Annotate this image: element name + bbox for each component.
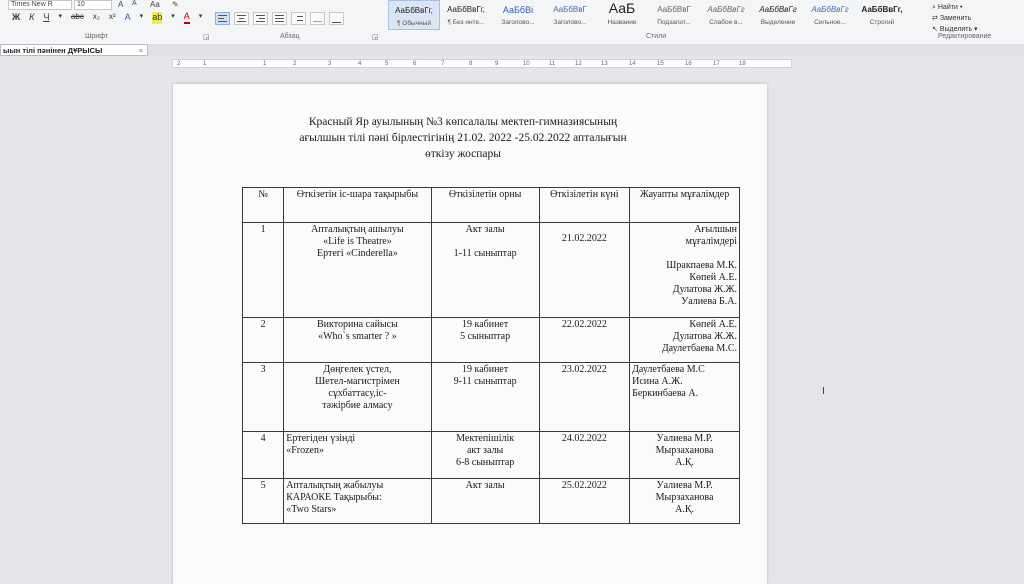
align-center-icon[interactable] — [234, 12, 249, 25]
format-buttons — [12, 12, 202, 24]
style-sample: АаБбВвГг — [759, 5, 797, 14]
title-line: Красный Яр ауылының №3 көпсалалы мектеп-гимназиясының — [308, 116, 618, 128]
ruler-mark: 18 — [739, 61, 746, 67]
document-tab-bar — [0, 44, 1024, 56]
font-size-select[interactable]: 10 — [74, 0, 112, 10]
ruler-mark: 6 — [413, 61, 417, 67]
text-effects-icon[interactable]: A — [124, 12, 131, 22]
cell-place: 19 кабинет 9-11 сыныптар — [431, 363, 539, 432]
style-no-spacing[interactable] — [440, 0, 492, 30]
cell-number: 1 — [243, 223, 284, 318]
clear-format-icon[interactable]: ✎ — [172, 0, 179, 9]
superscript-icon[interactable]: x² — [108, 12, 116, 21]
style-heading-2[interactable] — [544, 0, 596, 30]
ruler-mark: 2 — [177, 61, 181, 67]
style-name: Сильное... — [814, 19, 846, 26]
style-subtitle[interactable] — [648, 0, 700, 30]
ruler-mark: 10 — [523, 61, 530, 67]
document-title — [180, 114, 746, 162]
align-right-icon[interactable] — [253, 12, 268, 25]
cell-event: Апталықтың ашылуы «Life is Theatre» Ертегі «Cinderella» — [284, 223, 431, 318]
find-label: Найти — [937, 4, 958, 11]
change-case-icon[interactable]: Aa — [150, 0, 160, 9]
style-strong[interactable] — [856, 0, 908, 30]
dialog-launcher-icon[interactable]: ◲ — [372, 34, 379, 41]
style-name: Выделение — [760, 19, 796, 26]
cell-place: Акт залы — [431, 479, 539, 524]
dropdown-icon[interactable]: ▾ — [139, 13, 144, 20]
cell-event: Викторина сайысы «Who`s smarter ? » — [284, 318, 431, 363]
styles-gallery — [388, 0, 918, 30]
document-tab-label: ыын тілі пәнінен ДҰРЫСЫ — [3, 46, 103, 55]
ruler-mark: 15 — [657, 61, 664, 67]
style-normal[interactable] — [388, 0, 440, 30]
schedule-table — [242, 187, 740, 524]
table-header-row — [243, 188, 740, 223]
ruler-mark: 4 — [358, 61, 362, 67]
ruler-mark: 17 — [713, 61, 720, 67]
editing-group-label: Редактирование — [938, 33, 992, 40]
cell-date: 24.02.2022 — [539, 432, 630, 479]
cell-teachers: Уалиева М.Р. Мырзаханова А.Қ. — [630, 432, 740, 479]
cell-date: 23.02.2022 — [539, 363, 630, 432]
ruler-mark: 5 — [385, 61, 389, 67]
subscript-icon[interactable]: x₂ — [92, 12, 100, 21]
ruler-mark: 7 — [441, 61, 445, 67]
grow-font-icon[interactable]: A — [118, 0, 124, 9]
cell-teachers: Уалиева М.Р. Мырзаханова А.Қ. — [630, 479, 740, 524]
font-color-icon[interactable]: A — [184, 12, 190, 24]
cell-place: Акт залы 1-11 сыныптар — [431, 223, 539, 318]
style-name: Слабое в... — [709, 19, 743, 26]
cell-number: 5 — [243, 479, 284, 524]
find-button[interactable]: ⌕ Найти ▾ — [932, 4, 963, 11]
ruler-mark: 14 — [629, 61, 636, 67]
table-row — [243, 363, 740, 432]
cell-place: 19 кабинет 5 сыныптар — [431, 318, 539, 363]
cursor-icon: ↖ — [932, 26, 940, 33]
title-line: ағылшын тілі пәні бірлестігінің 21.02. 2022 -25.02.2022 апталығын — [299, 132, 627, 144]
cell-teachers: Даулетбаева М.С Исина А.Ж. Беркинбаева А. — [630, 363, 740, 432]
font-name-select[interactable]: Times New R — [8, 0, 72, 10]
paragraph-group-label: Абзац — [280, 33, 300, 40]
horizontal-ruler[interactable] — [172, 59, 792, 68]
header-teachers: Жауапты мұғалімдер — [630, 188, 740, 223]
ruler-mark: 12 — [575, 61, 582, 67]
style-name: Название — [607, 19, 637, 26]
justify-icon[interactable] — [272, 12, 287, 25]
underline-icon[interactable]: Ч — [43, 12, 50, 22]
cell-teachers: Ағылшын мұғалімдері Шракпаева М.К. Көпей А.Е. Дулатова Ж.Ж. Уалиева Б.А. — [630, 223, 740, 318]
select-label: Выделить — [939, 26, 973, 33]
ruler-mark: 2 — [293, 61, 297, 67]
bold-icon[interactable]: Ж — [12, 12, 21, 22]
cell-event: Дөңгелек үстел, Шетел-магистрімен сұхбаттасу,іс- тәжірбие алмасу — [284, 363, 431, 432]
shrink-font-icon[interactable]: A — [132, 0, 137, 7]
borders-icon[interactable] — [329, 12, 344, 25]
style-sample: АаБбВвГг — [811, 5, 849, 14]
line-spacing-icon[interactable] — [291, 12, 306, 25]
header-place: Өткізілетін орны — [431, 188, 539, 223]
editing-group — [932, 2, 1022, 35]
style-sample: АаБбВвГг, — [395, 6, 433, 15]
cell-teachers: Көпей А.Е. Дулатова Ж.Ж. Даулетбаева М.С. — [630, 318, 740, 363]
style-name: Подзагол... — [657, 19, 691, 26]
header-event: Өткізетін іс-шара тақырыбы — [284, 188, 431, 223]
dialog-launcher-icon[interactable]: ◲ — [203, 34, 210, 41]
italic-icon[interactable]: К — [29, 12, 35, 22]
ribbon — [0, 0, 1024, 45]
font-group-label: Шрифт — [85, 33, 109, 40]
style-sample: АаБ — [608, 0, 636, 16]
header-date: Өткізілетін күні — [539, 188, 630, 223]
ruler-mark: 11 — [549, 61, 556, 67]
ruler-mark: 13 — [601, 61, 608, 67]
dropdown-icon[interactable]: ▾ — [198, 13, 203, 20]
select-button[interactable]: ↖ Выделить ▾ — [932, 26, 978, 33]
ruler-mark: 1 — [203, 61, 207, 67]
cell-number: 2 — [243, 318, 284, 363]
style-sample: АаБбВвГ — [553, 5, 587, 14]
cell-event: Ертегіден үзінді «Frozen» — [284, 432, 431, 479]
replace-label: Заменить — [939, 15, 972, 22]
style-name: Заголово... — [501, 19, 535, 26]
table-row — [243, 432, 740, 479]
cell-number: 3 — [243, 363, 284, 432]
ruler-mark: 16 — [685, 61, 692, 67]
ruler-mark: 8 — [469, 61, 473, 67]
replace-button[interactable] — [932, 13, 1022, 24]
replace-icon: ⇄ — [932, 15, 940, 22]
ruler-mark: 3 — [328, 61, 332, 67]
style-sample: АаБбВвГг — [707, 5, 745, 14]
title-line: өткізу жоспары — [424, 148, 502, 160]
table-row — [243, 479, 740, 524]
style-sample: АаБбВі — [502, 5, 534, 15]
text-cursor-icon: I — [822, 386, 825, 397]
style-sample: АаБбВвГг, — [447, 5, 485, 14]
style-sample: АаБбВвГг, — [861, 5, 903, 14]
document-tab[interactable] — [0, 44, 148, 56]
cell-place: Мектепішілік акт залы 6-8 сыныптар — [431, 432, 539, 479]
binoculars-icon: ⌕ — [932, 4, 938, 11]
table-row — [243, 318, 740, 363]
style-name: ¶ Обычный — [396, 20, 432, 27]
style-title[interactable] — [596, 0, 648, 30]
cell-date: 22.02.2022 — [539, 318, 630, 363]
ruler-mark: 9 — [495, 61, 499, 67]
style-sample: АаБбВвГ — [657, 5, 691, 14]
align-left-icon[interactable] — [215, 12, 230, 25]
style-name: Заголово... — [553, 19, 587, 26]
style-intense-emphasis[interactable] — [804, 0, 856, 30]
cell-date: 25.02.2022 — [539, 479, 630, 524]
highlight-icon[interactable]: ab — [152, 12, 163, 22]
style-name: Строгий — [869, 19, 895, 26]
style-emphasis[interactable] — [752, 0, 804, 30]
style-subtle-emphasis[interactable] — [700, 0, 752, 30]
dropdown-icon[interactable]: ▾ — [171, 13, 175, 20]
cell-date: 21.02.2022 — [539, 223, 630, 318]
cell-event: Апталықтың жабылуы КАРАОКЕ Тақырыбы: «Two Stars» — [284, 479, 431, 524]
ruler-mark: 1 — [263, 61, 267, 67]
styles-group-label: Стили — [646, 33, 667, 40]
header-number: № — [243, 188, 284, 223]
cell-number: 4 — [243, 432, 284, 479]
style-heading-1[interactable] — [492, 0, 544, 30]
close-icon[interactable]: × — [138, 46, 143, 55]
dropdown-icon[interactable]: ▾ — [58, 13, 62, 20]
shading-icon[interactable] — [310, 12, 325, 25]
font-controls — [0, 0, 230, 10]
table-row — [243, 223, 740, 318]
style-name: ¶ Без инте... — [447, 19, 485, 26]
strikethrough-icon[interactable]: abc — [70, 12, 84, 21]
paragraph-buttons — [215, 12, 344, 25]
